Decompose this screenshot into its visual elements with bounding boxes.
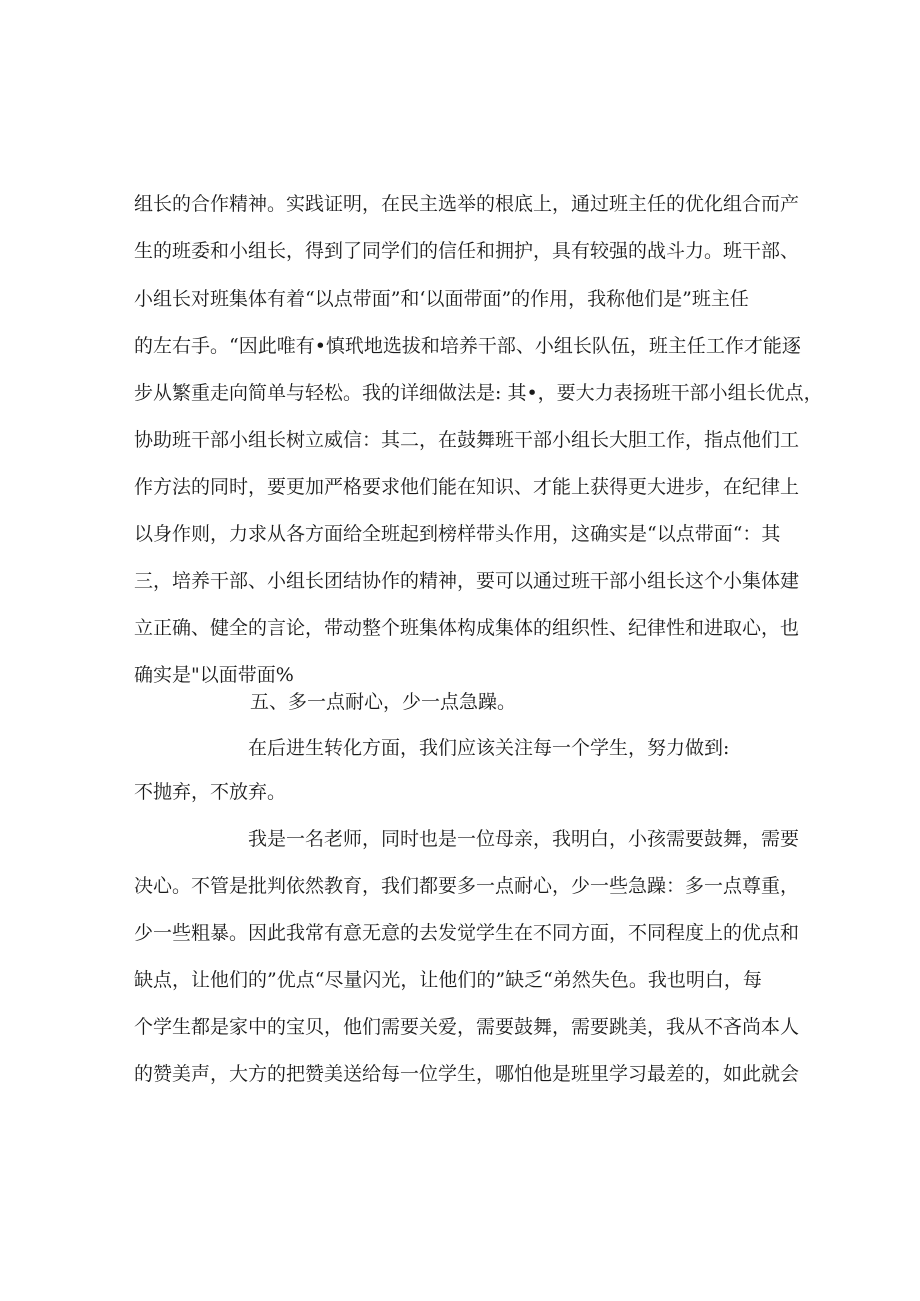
text-line: 步从繁重走向简单与轻松。我的详细做法是: 其•，要大力表扬班干部小组长优点， — [134, 382, 823, 404]
text-line: 小组长对班集体有着“以点带面”和‘以面带面”的作用，我称他们是”班主任 — [134, 288, 749, 310]
text-line: 生的班委和小组长，得到了同学们的信任和拥护，具有较强的战斗力。班干部、 — [134, 240, 800, 262]
text-line: 的左右手。“因此唯有•慎玳地选拔和培养干部、小组长队伍，班主任工作才能逐 — [134, 335, 801, 357]
text-line: 组长的合作精神。实践证明，在民主选举的根底上，通过班主任的优化组合而产 — [134, 193, 800, 215]
text-line: 个学生都是家中的宝贝，他们需要关爱，需要鼓舞，需要跳美，我从不吝尚本人 — [134, 1016, 800, 1038]
text-line: 以身作则，力求从各方面给全班起到榜样带头作用，这确实是“以点带面“：其 — [134, 523, 781, 545]
text-line: 确实是"以面带面% — [134, 664, 294, 686]
text-line: 我是一名老师，同时也是一位母亲，我明白，小孩需要鼓舞，需要 — [248, 828, 800, 850]
text-line: 三，培养干部、小组长团结协作的精神，要可以通过班干部小组长这个小集体建 — [134, 570, 800, 592]
text-line: 决心。不管是批判依然教育，我们都要多一点耐心，少一些急躁：多一点尊重， — [134, 875, 800, 897]
text-line: 立正确、健全的言论，带动整个班集体构成集体的组织性、纪律性和进取心，也 — [134, 617, 800, 639]
text-line: 作方法的同时，要更加严格要求他们能在知识、才能上获得更大进步，在纪律上 — [134, 476, 800, 498]
text-line: 的赞美声，大方的把赞美送给每一位学生，哪怕他是班里学习最差的，如此就会 — [134, 1063, 800, 1085]
text-line: 缺点，让他们的”优点“尽量闪光，让他们的”缺乏“弟然失色。我也明白，每 — [134, 969, 762, 991]
text-line: 不抛弃，不放弃。 — [134, 781, 287, 803]
section-heading: 五、多一点耐心，少一点急躁。 — [250, 691, 517, 713]
text-line: 少一些粗暴。因此我常有意无意的去发觉学生在不同方面，不同程度上的优点和 — [134, 922, 800, 944]
text-line: 在后进生转化方面，我们应该关注每一个学生，努力做到: — [248, 737, 730, 759]
text-line: 协助班干部小组长树立威信：其二，在鼓舞班干部小组长大胆工作，指点他们工 — [134, 429, 800, 451]
